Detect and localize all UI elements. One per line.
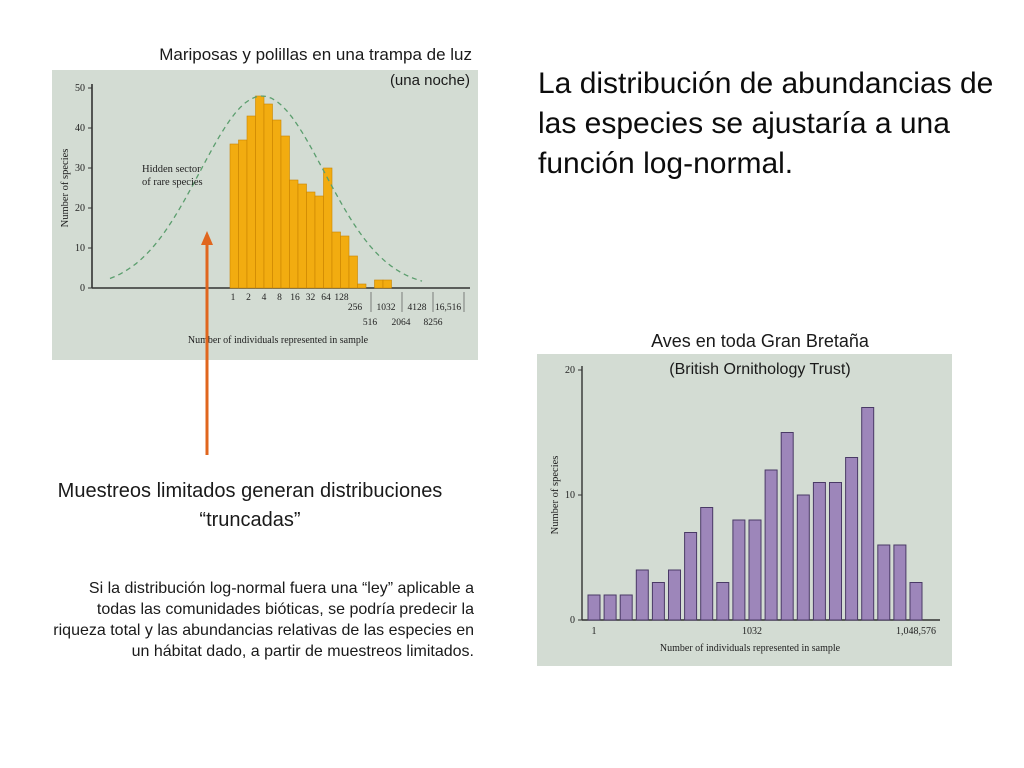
moth-chart-subtitle: (una noche) xyxy=(389,72,470,89)
bird-chart-title: Aves en toda Gran Bretaña xyxy=(651,331,869,351)
moth-x-axis-label: Number of individuals represented in sample xyxy=(187,335,369,346)
moth-x-tick-label: 4128 xyxy=(407,303,427,313)
moth-x-tick-label: 2064 xyxy=(391,318,411,328)
moth-y-tick-label: 50 xyxy=(75,83,85,94)
moth-y-tick-label: 30 xyxy=(75,163,85,174)
moth-x-tick-label: 1 xyxy=(230,293,236,303)
moth-y-tick-label: 0 xyxy=(80,283,85,294)
truncated-note: Muestreos limitados generan distribuciones “truncadas” xyxy=(57,480,443,531)
bird-x-axis-label: Number of individuals represented in sample xyxy=(659,643,841,654)
moth-x-tick-label: 516 xyxy=(362,318,378,328)
moth-x-tick-label: 256 xyxy=(347,303,363,313)
moth-x-tick-label: 16,516 xyxy=(434,303,462,313)
moth-y-tick-label: 40 xyxy=(75,123,85,134)
moth-x-tick-label: 128 xyxy=(334,293,349,303)
moth-x-tick-label: 8256 xyxy=(423,318,443,328)
moth-y-tick-label: 10 xyxy=(75,243,85,254)
moth-chart-title: Mariposas y polillas en una trampa de luz xyxy=(159,45,472,64)
lognormal-paragraph: Si la distribución log-normal fuera una “ley” aplicable a todas las comunidades bióticas, se podría predecir la riqueza total y las abundancias relativas de las especies en un hábitat dado, a partir de muestreos limitados. xyxy=(53,580,474,660)
bird-y-tick-label: 20 xyxy=(565,365,575,376)
bird-y-tick-label: 0 xyxy=(570,615,575,626)
bird-y-axis-label: Number of species xyxy=(550,455,561,535)
moth-x-tick-label: 2 xyxy=(246,293,251,303)
moth-y-axis-label: Number of species xyxy=(60,148,71,228)
bird-x-tick-label: 1 xyxy=(591,626,597,637)
main-title: La distribución de abundancias de las especies se ajustaría a una función log-normal. xyxy=(538,67,994,180)
moth-hidden-sector-line2: of rare species xyxy=(142,177,203,188)
moth-y-tick-label: 20 xyxy=(75,203,85,214)
bird-x-tick-label: 1032 xyxy=(742,626,762,637)
bird-chart-subtitle: (British Ornithology Trust) xyxy=(669,361,851,378)
moth-x-tick-label: 4 xyxy=(261,293,267,303)
moth-x-tick-label: 1032 xyxy=(376,303,396,313)
moth-hidden-sector-line1: Hidden sector xyxy=(142,164,201,175)
moth-x-tick-label: 32 xyxy=(305,293,316,303)
moth-x-tick-label: 16 xyxy=(290,293,300,303)
moth-x-tick-label: 64 xyxy=(321,293,331,303)
arrow-head-icon xyxy=(201,231,213,245)
bird-x-tick-label: 1,048,576 xyxy=(896,626,936,637)
moth-x-tick-label: 8 xyxy=(277,293,282,303)
bird-y-tick-label: 10 xyxy=(565,490,575,501)
